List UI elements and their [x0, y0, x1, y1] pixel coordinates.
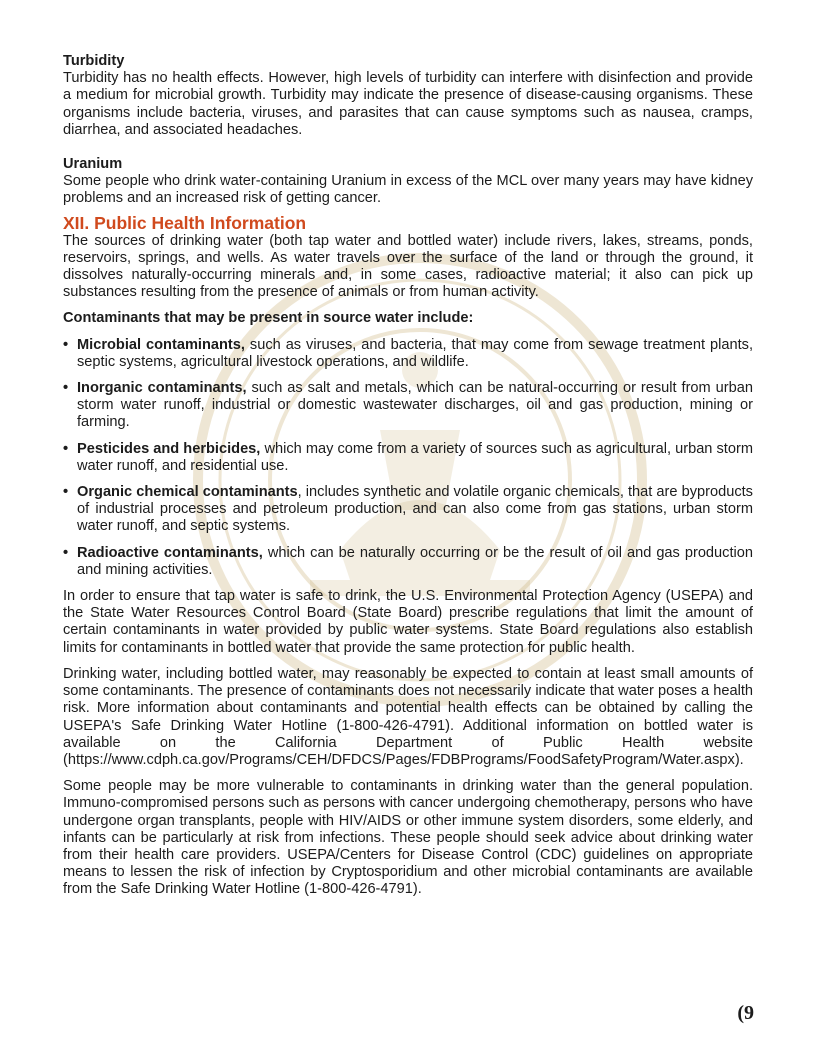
turbidity-text: Turbidity has no health effects. However, high levels of turbidity can interfere with disinfection and provide a medium for microbial growth. Turbidity may indicate the presence of disease-causing organisms. These organisms include bacteria, viruses, and parasites that can cause symptoms such as nausea, cramps, diarrhea, and associated headaches. — [63, 70, 753, 138]
contaminant-term: Pesticides and herbicides, — [77, 440, 261, 457]
contaminants-list — [63, 337, 753, 579]
list-item — [63, 337, 753, 371]
contaminant-description: such as salt and metals, which can be natural-occurring or result from urban storm water runoff, industrial or domestic wastewater discharges, oil and gas production, mining or farming. — [77, 380, 753, 431]
bottled-water-paragraph: Drinking water, including bottled water, may reasonably be expected to contain at least small amounts of some contaminants. The presence of contaminants does not necessarily indicate that water poses a health risk. More information about contaminants and potential health effects can be obtained by calling the USEPA's Safe Drinking Water Hotline (1-800-426-4791). Additional information on bottled water is available on the California Department of Public Health website (https://www.cdph.ca.gov/Programs/CEH/DFDCS/Pages/FDBPrograms/FoodSafetyProgram/Water.aspx). — [63, 665, 753, 768]
page-number: (9 — [737, 1002, 754, 1024]
regulations-paragraph: In order to ensure that tap water is safe to drink, the U.S. Environmental Protection Agency (USEPA) and the State Water Resources Control Board (State Board) prescribe regulations that limit the amount of certain contaminants in water provided by public water systems. State Board regulations also establish limits for contaminants in bottled water that provide the same protection for public health. — [63, 588, 753, 656]
contaminant-term: Organic chemical contaminants — [77, 484, 298, 501]
uranium-text: Some people who drink water-containing Uranium in excess of the MCL over many years may have kidney problems and an increased risk of getting cancer. — [63, 173, 753, 207]
bullet-dot: • — [63, 380, 69, 397]
contaminant-term: Radioactive contaminants, — [77, 544, 263, 561]
contaminant-term: Microbial contaminants, — [77, 336, 245, 353]
turbidity-heading: Turbidity — [63, 53, 125, 69]
contaminant-description: such as viruses, and bacteria, that may come from sewage treatment plants, septic systems, agricultural livestock operations, and wildlife. — [77, 336, 753, 370]
bullet-dot: • — [63, 484, 69, 501]
vulnerable-populations-paragraph: Some people may be more vulnerable to contaminants in drinking water than the general population. Immuno-compromised persons such as persons with cancer undergoing chemotherapy, persons who have undergone organ transplants, people with HIV/AIDS or other immune system disorders, some elderly, and infants can be particularly at risk from infections. These people should seek advice about drinking water from their health care providers. USEPA/Centers for Disease Control (CDC) guidelines on appropriate means to lessen the risk of infection by Cryptosporidium and other microbial contaminants are available from the Safe Drinking Water Hotline (1-800-426-4791). — [63, 778, 753, 898]
bullet-dot: • — [63, 440, 69, 457]
section-intro: The sources of drinking water (both tap water and bottled water) include rivers, lakes, streams, ponds, reservoirs, springs, and wells. As water travels over the surface of the land or through the ground, it dissolves naturally-occurring minerals and, in some cases, radioactive material; it also can pick up substances resulting from the presence of animals or from human activity. — [63, 232, 753, 301]
list-item — [63, 380, 753, 432]
contaminant-description: , includes synthetic and volatile organic chemicals, that are byproducts of industrial processes and petroleum production, and can also come from gas stations, urban storm water runoff, and septic systems. — [77, 484, 753, 535]
contaminant-term: Inorganic contaminants, — [77, 380, 247, 397]
contaminant-description: which may come from a variety of sources such as agricultural, urban storm water runoff, and residential use. — [77, 440, 753, 474]
contaminants-list-intro: Contaminants that may be present in source water include: — [63, 310, 474, 327]
list-item — [63, 441, 753, 475]
list-item — [63, 545, 753, 579]
bullet-dot: • — [63, 336, 69, 353]
uranium-heading: Uranium — [63, 156, 123, 173]
section-title: XII. Public Health Information — [63, 212, 307, 233]
bullet-dot: • — [63, 544, 69, 561]
list-item — [63, 484, 753, 536]
contaminant-description: which can be naturally occurring or be the result of oil and gas production and mining activities. — [77, 544, 753, 578]
document-page — [63, 53, 753, 899]
